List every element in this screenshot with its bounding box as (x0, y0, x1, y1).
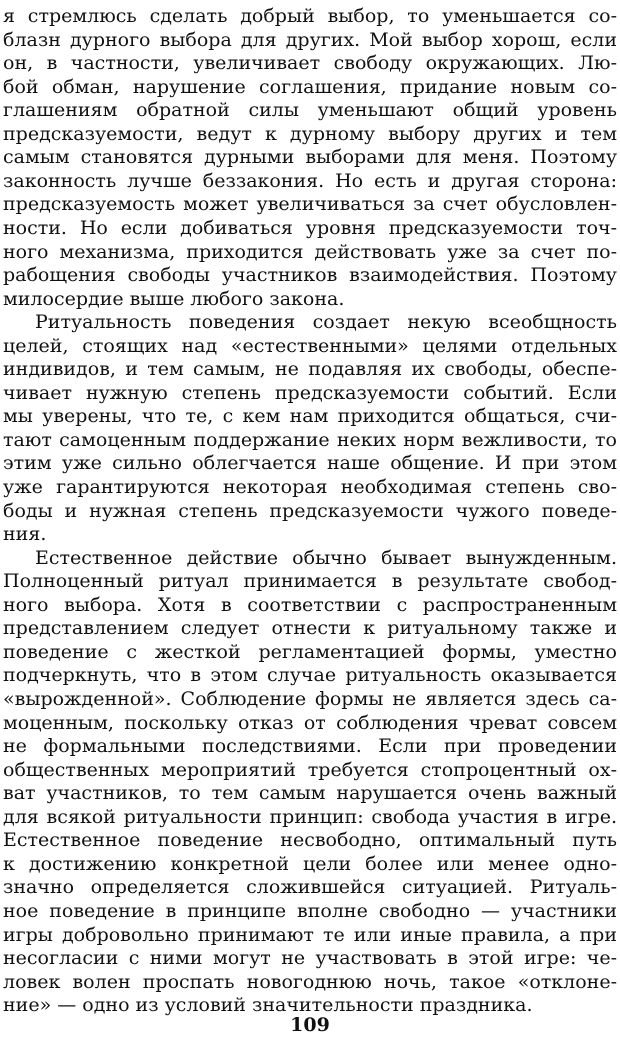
text-line: самым становятся дурными выборами для меня. Поэтому (3, 146, 617, 169)
text-line: уже гарантируются некоторая необходимая степень сво- (3, 476, 617, 498)
text-line: он, в частности, увеличивает свободу окружающих. Лю- (3, 52, 617, 75)
text-line: ват участников, то тем самым нарушается очень важный (3, 782, 617, 805)
text-line: тают самоценным поддержание неких норм вежливости, то (3, 428, 617, 451)
text-line: боды и нужная степень предсказуемости чужого поведе- (3, 499, 617, 522)
text-line: блазн дурного выбора для других. Мой выбор хорош, если (3, 28, 617, 51)
text-line: подчеркнуть, что в этом случае ритуальность оказывается (3, 664, 617, 687)
text-line: чивает нужную степень предсказуемости событий. Если (3, 381, 617, 404)
text-line: представлением следует отнести к ритуальному также и (3, 617, 617, 640)
text-line: ния. (3, 523, 47, 546)
text-line: милосердие выше любого закона. (3, 287, 345, 310)
text-line: бой обман, нарушение соглашения, придание новым со- (3, 75, 617, 98)
text-line: предсказуемости, ведут к дурному выбору других и тем (3, 122, 617, 145)
text-line: к достижению конкретной цели более или менее одно- (3, 852, 617, 875)
text-line: предсказуемость может увеличиваться за счет обусловлен- (3, 193, 617, 216)
text-line: ного выбора. Хотя в соответствии с распространенным (3, 593, 617, 616)
page-number: 109 (290, 1014, 330, 1036)
text-line: законность лучше беззакония. Но есть и другая сторона: (3, 169, 617, 192)
text-line: игры добровольно принимают те или иные правила, а при (3, 923, 617, 946)
text-line: «вырожденной». Соблюдение формы не является здесь са- (3, 688, 617, 710)
text-line: поведение с жесткой регламентацией формы, уместно (3, 640, 617, 663)
text-line: ние» — одно из условий значительности праздника. (3, 994, 533, 1017)
text-line: этим уже сильно облегчается наше общение. И при этом (3, 452, 617, 475)
text-line: значно определяется сложившейся ситуацией. Ритуаль- (3, 876, 617, 899)
text-line: ловек волен проспать новогоднюю ночь, такое «отклоне- (3, 970, 617, 993)
text-line: я стремлюсь сделать добрый выбор, то уменьшается со- (3, 5, 617, 27)
text-line: рабощения свободы участников взаимодействия. Поэтому (3, 264, 617, 287)
text-line: Естественное действие обычно бывает вынужденным. (35, 546, 617, 569)
text-line: Ритуальность поведения создает некую всеобщность (35, 311, 617, 334)
text-line: не формальными последствиями. Если при проведении (3, 735, 617, 758)
text-line: несогласии с ними могут не участвовать в этой игре: че- (3, 947, 617, 969)
text-line: ного механизма, приходится действовать уже за счет по- (3, 240, 617, 263)
text-line: Полноценный ритуал принимается в результате свобод- (3, 570, 617, 593)
text-line: целей, стоящих над «естественными» целями отдельных (3, 334, 617, 357)
text-line: Естественное поведение несвободно, оптимальный путь (3, 829, 617, 852)
text-line: ное поведение в принципе вполне свободно — участники (3, 899, 617, 922)
text-line: глашениям обратной силы уменьшают общий уровень (3, 99, 617, 122)
text-line: моценным, поскольку отказ от соблюдения чреват совсем (3, 711, 617, 734)
text-line: мы уверены, что те, с кем нам приходится общаться, счи- (3, 405, 617, 428)
text-line: индивидов, и тем самым, не подавляя их свободы, обеспе- (3, 358, 617, 381)
text-line: ности. Но если добиваться уровня предсказуемости точ- (3, 217, 617, 239)
text-line: общественных мероприятий требуется стопроцентный ох- (3, 758, 617, 781)
text-line: для всякой ритуальности принцип: свобода участия в игре. (3, 805, 617, 828)
